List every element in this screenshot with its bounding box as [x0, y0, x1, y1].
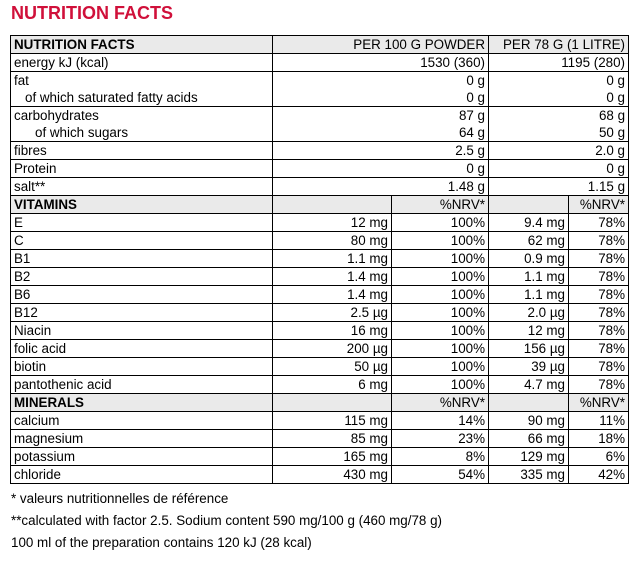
table-row — [11, 268, 629, 286]
vitamins-header-row — [11, 196, 629, 214]
nrv-per-100g: 100% — [392, 286, 489, 304]
nrv-per-78g: 78% — [569, 376, 629, 394]
value-per-78g: 0 g — [489, 89, 629, 107]
nutrient-name: Protein — [11, 160, 273, 178]
minerals-header-row — [11, 394, 629, 412]
nrv-per-100g: 100% — [392, 376, 489, 394]
table-row — [11, 142, 629, 160]
table-row — [11, 430, 629, 448]
amount-per-78g: 156 µg — [489, 340, 569, 358]
nrv-per-100g: 100% — [392, 268, 489, 286]
nrv-per-100g: 100% — [392, 322, 489, 340]
vitamin-name: B1 — [11, 250, 273, 268]
amount-per-78g: 90 mg — [489, 412, 569, 430]
nrv-per-100g: 8% — [392, 448, 489, 466]
header-label: NUTRITION FACTS — [11, 36, 273, 54]
amount-per-100g: 200 µg — [273, 340, 392, 358]
table-header-row — [11, 36, 629, 54]
nrv-per-100g: 100% — [392, 304, 489, 322]
nutrient-name: salt** — [11, 178, 273, 196]
nrv-header: %NRV* — [569, 394, 629, 412]
value-per-100g: 2.5 g — [273, 142, 489, 160]
empty-cell — [489, 196, 569, 214]
amount-per-100g: 6 mg — [273, 376, 392, 394]
nrv-header: %NRV* — [392, 196, 489, 214]
vitamin-name: biotin — [11, 358, 273, 376]
nutrient-name: energy kJ (kcal) — [11, 54, 273, 72]
vitamin-name: folic acid — [11, 340, 273, 358]
header-col1: PER 100 G POWDER — [273, 36, 489, 54]
footnotes — [11, 488, 442, 554]
amount-per-78g: 39 µg — [489, 358, 569, 376]
table-row — [11, 124, 629, 142]
table-row — [11, 72, 629, 90]
amount-per-100g: 165 mg — [273, 448, 392, 466]
amount-per-100g: 430 mg — [273, 466, 392, 484]
section-label: MINERALS — [11, 394, 273, 412]
footnote-salt: **calculated with factor 2.5. Sodium content 590 mg/100 g (460 mg/78 g) — [11, 513, 442, 528]
value-per-78g: 0 g — [489, 160, 629, 178]
value-per-100g: 0 g — [273, 89, 489, 107]
table-row — [11, 250, 629, 268]
value-per-78g: 0 g — [489, 72, 629, 90]
mineral-name: chloride — [11, 466, 273, 484]
table-row — [11, 54, 629, 72]
footnote-nrv: * valeurs nutritionnelles de référence — [11, 491, 229, 506]
page-title: NUTRITION FACTS — [11, 3, 173, 23]
table-row — [11, 89, 629, 107]
amount-per-78g: 1.1 mg — [489, 286, 569, 304]
nutrient-name: fat — [11, 72, 273, 90]
nrv-per-100g: 54% — [392, 466, 489, 484]
nrv-per-78g: 18% — [569, 430, 629, 448]
table-row — [11, 232, 629, 250]
vitamin-name: C — [11, 232, 273, 250]
value-per-78g: 2.0 g — [489, 142, 629, 160]
value-per-78g: 50 g — [489, 124, 629, 142]
vitamin-name: B2 — [11, 268, 273, 286]
section-label: VITAMINS — [11, 196, 273, 214]
amount-per-78g: 62 mg — [489, 232, 569, 250]
nrv-header: %NRV* — [569, 196, 629, 214]
value-per-100g: 64 g — [273, 124, 489, 142]
amount-per-100g: 1.4 mg — [273, 268, 392, 286]
value-per-100g: 87 g — [273, 107, 489, 125]
value-per-100g: 0 g — [273, 160, 489, 178]
nrv-per-78g: 78% — [569, 304, 629, 322]
vitamin-name: B12 — [11, 304, 273, 322]
nrv-per-78g: 78% — [569, 358, 629, 376]
value-per-100g: 0 g — [273, 72, 489, 90]
vitamin-name: B6 — [11, 286, 273, 304]
amount-per-100g: 12 mg — [273, 214, 392, 232]
nrv-per-78g: 78% — [569, 268, 629, 286]
amount-per-100g: 16 mg — [273, 322, 392, 340]
nrv-per-100g: 100% — [392, 232, 489, 250]
amount-per-100g: 115 mg — [273, 412, 392, 430]
nrv-per-100g: 14% — [392, 412, 489, 430]
empty-cell — [489, 394, 569, 412]
nutrient-name: of which saturated fatty acids — [11, 89, 273, 107]
amount-per-100g: 1.4 mg — [273, 286, 392, 304]
nrv-per-100g: 100% — [392, 358, 489, 376]
amount-per-78g: 12 mg — [489, 322, 569, 340]
value-per-100g: 1530 (360) — [273, 54, 489, 72]
nrv-per-78g: 78% — [569, 250, 629, 268]
amount-per-78g: 1.1 mg — [489, 268, 569, 286]
table-row — [11, 214, 629, 232]
amount-per-78g: 129 mg — [489, 448, 569, 466]
table-row — [11, 340, 629, 358]
empty-cell — [273, 196, 392, 214]
amount-per-78g: 0.9 mg — [489, 250, 569, 268]
amount-per-100g: 80 mg — [273, 232, 392, 250]
nrv-per-78g: 42% — [569, 466, 629, 484]
nrv-per-100g: 100% — [392, 250, 489, 268]
nrv-per-100g: 100% — [392, 214, 489, 232]
table-row — [11, 322, 629, 340]
table-row — [11, 286, 629, 304]
nutrient-name: fibres — [11, 142, 273, 160]
header-col2: PER 78 G (1 LITRE) — [489, 36, 629, 54]
amount-per-78g: 4.7 mg — [489, 376, 569, 394]
amount-per-100g: 1.1 mg — [273, 250, 392, 268]
nrv-per-78g: 78% — [569, 214, 629, 232]
amount-per-78g: 9.4 mg — [489, 214, 569, 232]
nutrient-name: of which sugars — [11, 124, 273, 142]
table-row — [11, 178, 629, 196]
value-per-78g: 68 g — [489, 107, 629, 125]
amount-per-78g: 335 mg — [489, 466, 569, 484]
value-per-78g: 1.15 g — [489, 178, 629, 196]
nrv-per-78g: 78% — [569, 340, 629, 358]
empty-cell — [273, 394, 392, 412]
table-row — [11, 376, 629, 394]
mineral-name: calcium — [11, 412, 273, 430]
table-row — [11, 107, 629, 125]
table-row — [11, 412, 629, 430]
nutrient-name: carbohydrates — [11, 107, 273, 125]
nrv-header: %NRV* — [392, 394, 489, 412]
vitamin-name: pantothenic acid — [11, 376, 273, 394]
amount-per-78g: 2.0 µg — [489, 304, 569, 322]
vitamin-name: E — [11, 214, 273, 232]
table-row — [11, 160, 629, 178]
value-per-78g: 1195 (280) — [489, 54, 629, 72]
footnote-preparation: 100 ml of the preparation contains 120 kJ (28 kcal) — [11, 535, 312, 550]
nrv-per-78g: 78% — [569, 286, 629, 304]
value-per-100g: 1.48 g — [273, 178, 489, 196]
nrv-per-78g: 78% — [569, 232, 629, 250]
nrv-per-100g: 100% — [392, 340, 489, 358]
amount-per-100g: 2.5 µg — [273, 304, 392, 322]
table-row — [11, 304, 629, 322]
nutrition-table — [10, 35, 629, 484]
table-row — [11, 448, 629, 466]
nrv-per-78g: 11% — [569, 412, 629, 430]
amount-per-78g: 66 mg — [489, 430, 569, 448]
table-row — [11, 358, 629, 376]
amount-per-100g: 85 mg — [273, 430, 392, 448]
nrv-per-78g: 6% — [569, 448, 629, 466]
nrv-per-78g: 78% — [569, 322, 629, 340]
mineral-name: magnesium — [11, 430, 273, 448]
vitamin-name: Niacin — [11, 322, 273, 340]
mineral-name: potassium — [11, 448, 273, 466]
amount-per-100g: 50 µg — [273, 358, 392, 376]
table-row — [11, 466, 629, 484]
nrv-per-100g: 23% — [392, 430, 489, 448]
